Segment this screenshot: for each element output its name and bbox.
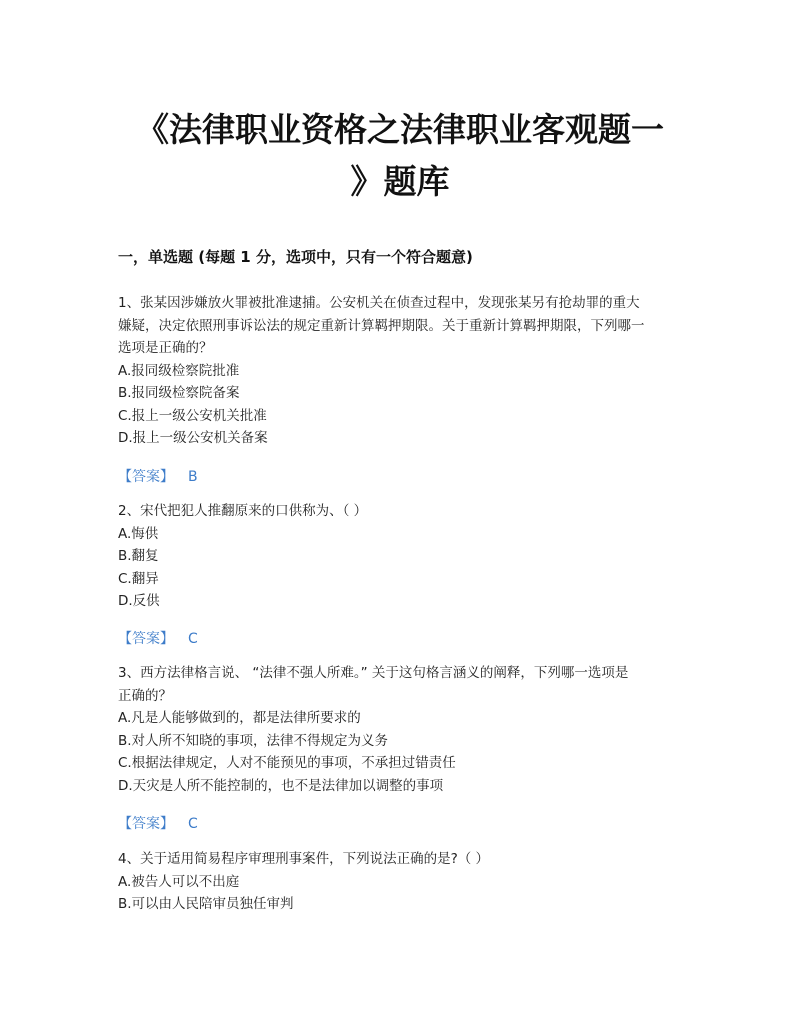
answer-3 bbox=[118, 813, 198, 833]
question-1 bbox=[118, 292, 684, 450]
document-title-line-2: 》题库 bbox=[350, 162, 450, 201]
question-text-line: 选项是正确的？ bbox=[118, 340, 213, 356]
option-b: B.翻复 bbox=[118, 548, 159, 564]
answer-label: 【答案】 bbox=[118, 816, 174, 832]
answer-value: C bbox=[188, 631, 198, 647]
question-text-line: 3、西方法律格言说、 “法律不强人所难。” 关于这句格言涵义的阐释，下列哪一选项是 bbox=[118, 665, 629, 681]
option-c: C.报上一级公安机关批准 bbox=[118, 407, 267, 424]
question-text-line: 2、宋代把犯人推翻原来的口供称为、（ ） bbox=[118, 503, 368, 519]
question-text-line: 4、关于适用简易程序审理刑事案件，下列说法正确的是?（ ） bbox=[118, 851, 490, 867]
question-text-line: 1、张某因涉嫌放火罪被批准逮捕。公安机关在侦查过程中，发现张某另有抢劫罪的重大 bbox=[118, 295, 640, 311]
section-heading: 一，单选题 (每题 1 分，选项中，只有一个符合题意) bbox=[118, 248, 473, 266]
option-d: D.报上一级公安机关备案 bbox=[118, 430, 268, 446]
answer-1 bbox=[118, 466, 198, 486]
document-title-line-1: 《法律职业资格之法律职业客观题一 bbox=[136, 110, 664, 149]
answer-value: C bbox=[188, 816, 198, 832]
answer-label: 【答案】 bbox=[118, 631, 174, 647]
option-b: B.报同级检察院备案 bbox=[118, 385, 240, 401]
question-text-line: 正确的？ bbox=[118, 687, 172, 704]
option-d: D.天灾是人所不能控制的，也不是法律加以调整的事项 bbox=[118, 777, 444, 794]
answer-label: 【答案】 bbox=[118, 469, 174, 485]
option-c: C.翻异 bbox=[118, 570, 159, 587]
option-a: A.报同级检察院批准 bbox=[118, 362, 240, 379]
answer-2 bbox=[118, 628, 198, 648]
answer-value: B bbox=[188, 469, 198, 485]
option-a: A.被告人可以不出庭 bbox=[118, 873, 240, 890]
option-c: C.根据法律规定，人对不能预见的事项，不承担过错责任 bbox=[118, 755, 456, 771]
question-3 bbox=[118, 662, 684, 797]
question-2 bbox=[118, 500, 684, 613]
option-d: D.反供 bbox=[118, 593, 160, 609]
option-b: B.对人所不知晓的事项，法律不得规定为义务 bbox=[118, 732, 389, 749]
option-b: B.可以由人民陪审员独任审判 bbox=[118, 896, 294, 912]
question-text-line: 嫌疑，决定依照刑事诉讼法的规定重新计算羁押期限。关于重新计算羁押期限，下列哪一 bbox=[118, 317, 645, 334]
question-4 bbox=[118, 848, 684, 916]
option-a: A.凡是人能够做到的，都是法律所要求的 bbox=[118, 710, 361, 726]
option-a: A.悔供 bbox=[118, 525, 159, 542]
